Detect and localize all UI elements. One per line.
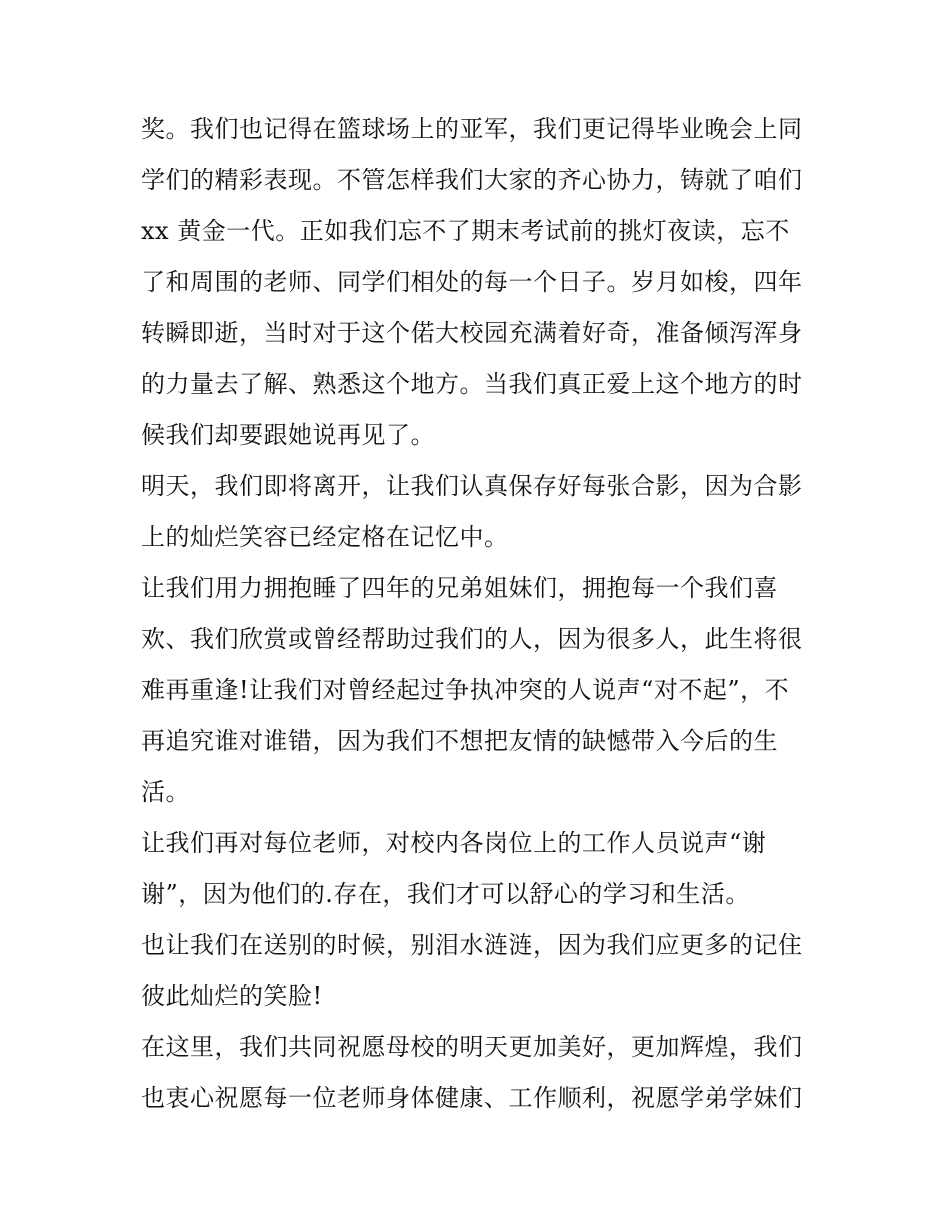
text-line: 明天，我们即将离开，让我们认真保存好每张合影，因为合影 (141, 472, 803, 500)
text-line: 让我们再对每位老师，对校内各岗位上的工作人员说声“谢 (141, 829, 767, 857)
text-line: 也衷心祝愿每一位老师身体健康、工作顺利，祝愿学弟学妹们 (141, 1084, 803, 1112)
text-line: 也让我们在送别的时候，别泪水涟涟，因为我们应更多的记住 (141, 931, 803, 959)
text-line: 谢”，因为他们的.存在，我们才可以舒心的学习和生活。 (141, 880, 750, 908)
text-line: 转瞬即逝，当时对于这个偌大校园充满着好奇，准备倾泻浑身 (141, 319, 803, 347)
text-line: 的力量去了解、熟悉这个地方。当我们真正爱上这个地方的时 (141, 370, 803, 398)
text-line: 了和周围的老师、同学们相处的每一个日子。岁月如梭，四年 (141, 268, 803, 296)
text-line: xx 黄金一代。正如我们忘不了期末考试前的挑灯夜读，忘不 (141, 217, 790, 245)
text-line: 上的灿烂笑容已经定格在记忆中。 (141, 523, 509, 551)
text-line: 候我们却要跟她说再见了。 (141, 421, 435, 449)
document-body (141, 104, 821, 1124)
text-line: 在这里，我们共同祝愿母校的明天更加美好，更加辉煌，我们 (141, 1033, 803, 1061)
text-line: 彼此灿烂的笑脸! (141, 982, 323, 1010)
text-line: 让我们用力拥抱睡了四年的兄弟姐妹们，拥抱每一个我们喜 (141, 574, 778, 602)
text-line: 欢、我们欣赏或曾经帮助过我们的人，因为很多人，此生将很 (141, 625, 803, 653)
text-line: 难再重逢!让我们对曾经起过争执冲突的人说声“对不起”，不 (141, 676, 790, 704)
text-line: 学们的精彩表现。不管怎样我们大家的齐心协力，铸就了咱们 (141, 166, 803, 194)
text-line: 奖。我们也记得在篮球场上的亚军，我们更记得毕业晚会上同 (141, 115, 803, 143)
text-line: 再追究谁对谁错，因为我们不想把友情的缺憾带入今后的生 (141, 727, 778, 755)
text-line: 活。 (141, 778, 190, 806)
